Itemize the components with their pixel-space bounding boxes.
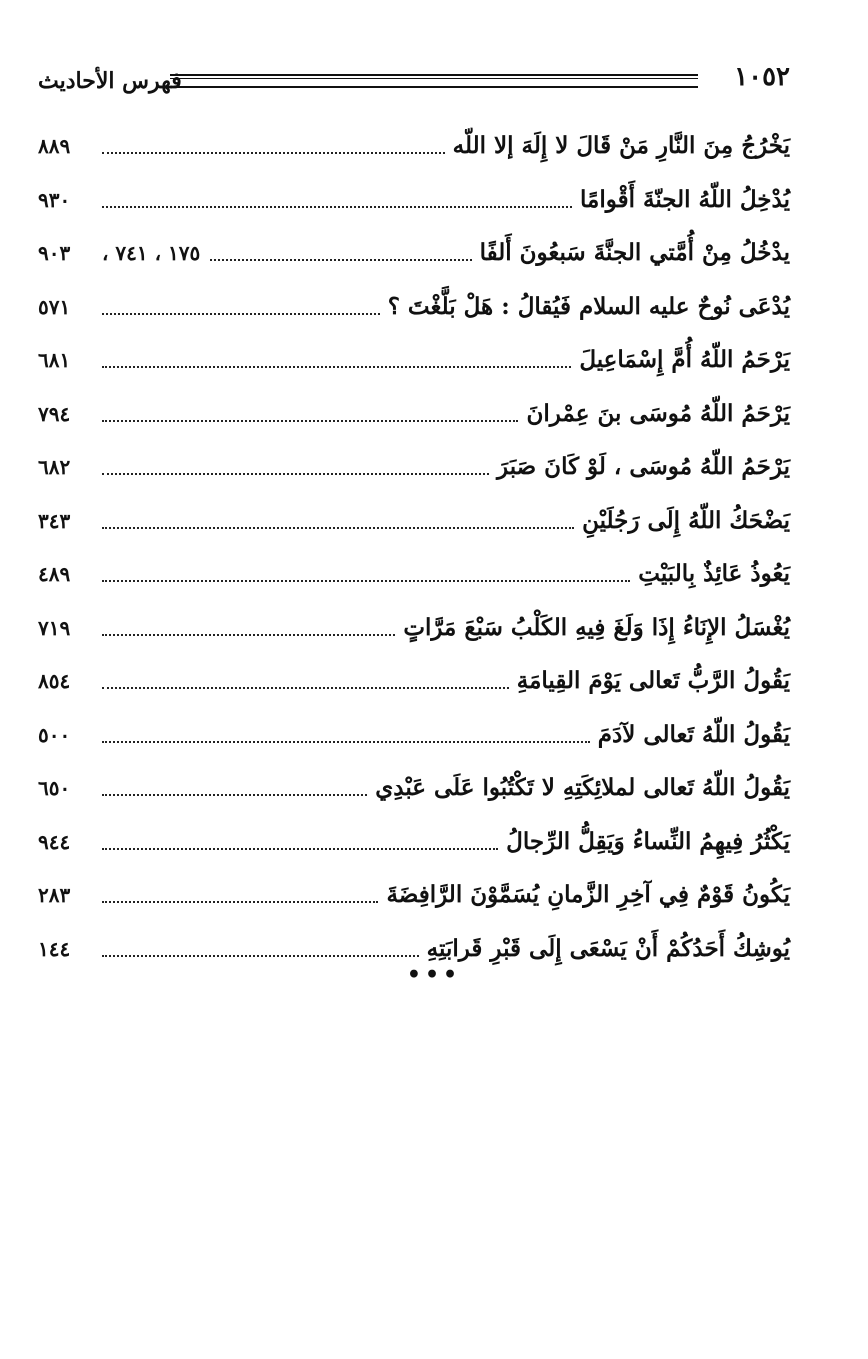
hadith-index-list — [38, 118, 790, 974]
index-entry — [38, 279, 790, 333]
index-entry — [38, 118, 790, 172]
index-entry-row — [38, 499, 790, 539]
index-entry — [38, 814, 790, 868]
index-entry-row — [38, 873, 790, 913]
hadith-text: يَرْحَمُ اللّهُ أُمَّ إِسْمَاعِيلَ — [579, 346, 790, 373]
index-entry — [38, 760, 790, 814]
hadith-text: يُوشِكُ أَحَدُكُمْ أَنْ يَسْعَى إِلَى قَبْرِ قَرابَتِهِ — [426, 934, 790, 962]
page-number: ١٠٥٢ — [734, 62, 790, 92]
dot-leader — [102, 687, 509, 689]
dot-leader — [102, 473, 489, 475]
dot-leader — [102, 741, 590, 743]
hadith-text: يَرْحَمُ اللّهُ مُوسَى ، لَوْ كَانَ صَبَرَ — [497, 453, 790, 480]
page-reference: ٢٨٣ — [38, 883, 71, 907]
index-entry-row — [38, 606, 790, 646]
index-entry-row — [38, 178, 790, 218]
index-entry-row — [38, 820, 790, 860]
page-reference: ٧١٩ — [38, 615, 71, 640]
index-entry-row — [38, 231, 790, 271]
index-entry — [38, 867, 790, 921]
page-reference: ٩٣٠ — [38, 187, 71, 212]
page-reference: ٦٨٢ — [38, 455, 71, 479]
index-entry-row — [38, 338, 790, 378]
dot-leader — [102, 848, 498, 850]
index-entry — [38, 653, 790, 707]
hadith-text: يدْخُلُ مِنْ أُمَّتي الجنَّةَ سَبعُونَ أَلفًا — [479, 239, 790, 266]
index-entry-row — [38, 927, 790, 967]
end-mark: ••• — [406, 962, 462, 988]
dot-leader — [102, 955, 419, 957]
hadith-text: يَعُوذُ عَائِذٌ بِالبَيْتِ — [638, 560, 790, 587]
index-entry-row — [38, 445, 790, 485]
index-entry — [38, 332, 790, 386]
index-entry — [38, 600, 790, 654]
index-entry — [38, 386, 790, 440]
page-reference: ٦٨١ — [38, 348, 71, 372]
index-entry — [38, 546, 790, 600]
hadith-text: يَكْثُرُ فِيهِمُ النِّساءُ وَيَقِلُّ الرِّجالُ — [506, 827, 790, 855]
page-reference: ٩٠٣ — [38, 241, 71, 265]
page-reference: ٨٥٤ — [38, 669, 71, 693]
hadith-text: يَخْرُجُ مِنَ النَّارِ مَنْ قَالَ لا إِلَهَ إلا اللّه — [452, 132, 790, 159]
dot-leader — [102, 152, 445, 154]
index-entry — [38, 707, 790, 761]
additional-page-refs: ١٧٥ ، ٧٤١ ، — [102, 241, 201, 265]
hadith-text: يَضْحَكُ اللّهُ إِلَى رَجُلَيْنِ — [582, 506, 790, 534]
hadith-text: يَرْحَمُ اللّهُ مُوسَى بنَ عِمْرانَ — [526, 399, 790, 427]
index-entry-row — [38, 124, 790, 164]
index-entry-row — [38, 552, 790, 592]
index-entry-row — [38, 285, 790, 325]
dot-leader — [102, 313, 380, 315]
index-entry-row — [38, 713, 790, 753]
running-title: فهرس الأحاديث — [38, 68, 182, 94]
page-reference: ٦٥٠ — [38, 776, 71, 800]
dot-leader — [102, 794, 367, 796]
dot-leader — [102, 420, 518, 422]
index-entry-row — [38, 659, 790, 699]
page-reference: ٥٠٠ — [38, 722, 71, 747]
hadith-text: يُدْخِلُ اللّهُ الجنّةَ أَقْوامًا — [580, 185, 790, 213]
index-entry — [38, 225, 790, 279]
dot-leader — [102, 527, 574, 529]
dot-leader — [102, 901, 378, 903]
page-header — [38, 60, 790, 100]
index-entry — [38, 172, 790, 226]
dot-leader — [102, 366, 571, 368]
page-reference: ٥٧١ — [38, 294, 71, 319]
dot-leader — [210, 259, 471, 261]
hadith-text: يَكُونُ قَوْمٌ فِي آخِرِ الزَّمانِ يُسَمَّوْنَ الرَّافِضَةَ — [386, 881, 790, 908]
index-entry-row — [38, 392, 790, 432]
hadith-text: يُدْعَى نُوحٌ عليه السلام فَيُقالُ : هَلْ بَلَّغْتَ ؟ — [387, 292, 790, 320]
index-entry-row — [38, 766, 790, 806]
index-entry — [38, 493, 790, 547]
hadith-text: يَقُولُ اللّهُ تَعالى لملائِكَتِهِ لا تَكْتُبُوا عَلَى عَبْدِي — [375, 774, 790, 801]
page-reference: ٣٤٣ — [38, 508, 71, 533]
header-rule — [170, 74, 698, 88]
page-reference: ٩٤٤ — [38, 829, 71, 854]
hadith-text: يَقُولُ اللّهُ تَعالى لآدَمَ — [597, 720, 790, 748]
dot-leader — [102, 206, 572, 208]
dot-leader — [102, 580, 630, 582]
hadith-text: يُغْسَلُ الإِنَاءُ إِذَا وَلَغَ فِيهِ الكَلْبُ سَبْعَ مَرَّاتٍ — [403, 613, 790, 641]
page-reference: ٤٨٩ — [38, 562, 71, 586]
hadith-text: يَقُولُ الرَّبُّ تَعالى يَوْمَ القِيامَةِ — [516, 667, 790, 694]
page-reference: ٨٨٩ — [38, 134, 71, 158]
dot-leader — [102, 634, 395, 636]
page-reference: ١٤٤ — [38, 936, 71, 961]
page-reference: ٧٩٤ — [38, 401, 71, 426]
index-entry — [38, 439, 790, 493]
